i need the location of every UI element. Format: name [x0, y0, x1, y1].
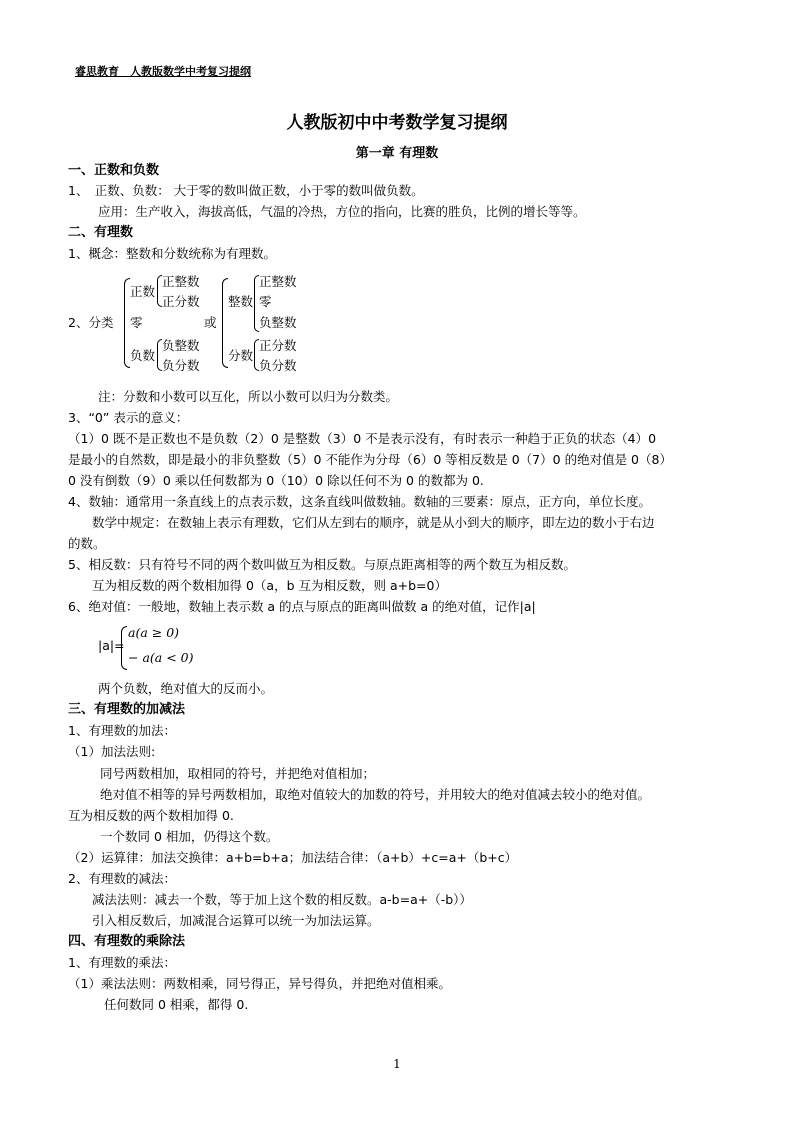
- abs-label: |a|=: [98, 638, 125, 653]
- class-item: 零: [259, 294, 272, 309]
- paragraph-line: 1、 正数、负数： 大于零的数叫做正数，小于零的数叫做负数。: [68, 183, 424, 198]
- class-item: 正分数: [259, 338, 297, 353]
- class-item: 负整数: [162, 338, 200, 353]
- paragraph-line: 0 没有倒数（9）0 乘以任何数都为 0（10）0 除以任何不为 0 的数都为 0.: [68, 473, 484, 488]
- paragraph-line: 3、“0” 表示的意义：: [68, 410, 189, 425]
- class-fraction: 分数: [228, 348, 254, 363]
- paragraph-line: 是最小的自然数，即是最小的非负整数（5）0 不能作为分母（6）0 等相反数是 0（7）0 的绝对值是 0（8）: [68, 452, 672, 467]
- paragraph-line: 减法法则：减去一个数，等于加上这个数的相反数。a-b=a+（-b））: [92, 892, 472, 907]
- paragraph-line: （1）加法法则:: [68, 744, 156, 759]
- section-heading-2: 二、有理数: [68, 225, 134, 240]
- running-header: 睿思教育 人教版数学中考复习提纲: [75, 65, 251, 78]
- section-heading-3: 三、有理数的加减法: [68, 702, 186, 717]
- or-label: 或: [204, 315, 217, 330]
- brace: [121, 626, 127, 670]
- paragraph-line: 同号两数相加，取相同的符号，并把绝对值相加；: [100, 766, 376, 781]
- paragraph-line: 引入相反数后，加减混合运算可以统一为加法运算。: [92, 913, 380, 928]
- paragraph-line: 1、有理数的乘法：: [68, 955, 176, 970]
- classify-label: 2、分类: [68, 315, 114, 330]
- section-heading-4: 四、有理数的乘除法: [68, 934, 186, 949]
- paragraph-line: 一个数同 0 相加，仍得这个数。: [100, 829, 279, 844]
- paragraph-line: 1、有理数的加法：: [68, 723, 176, 738]
- document-title: 人教版初中中考数学复习提纲: [286, 113, 508, 133]
- paragraph-line: 数学中规定：在数轴上表示有理数，它们从左到右的顺序，就是从小到大的顺序，即左边的数小于右边: [92, 515, 655, 530]
- paragraph-line: 1、概念：整数和分数统称为有理数。: [68, 246, 276, 261]
- class-item: 正整数: [259, 274, 297, 289]
- class-item: 负分数: [162, 358, 200, 373]
- paragraph-line: 互为相反数的两个数相加得 0.: [68, 808, 234, 823]
- paragraph-line: 互为相反数的两个数相加得 0（a，b 互为相反数，则 a+b=0）: [92, 578, 447, 593]
- class-item: 负整数: [259, 315, 297, 330]
- paragraph-line: 绝对值不相等的异号两数相加，取绝对值较大的加数的符号，并用较大的绝对值减去较小的绝对值。: [100, 787, 651, 802]
- class-zero: 零: [130, 315, 143, 330]
- paragraph-line: 两个负数，绝对值大的反而小。: [98, 681, 274, 696]
- class-item: 正整数: [162, 274, 200, 289]
- class-negative: 负数: [130, 348, 156, 363]
- paragraph-line: 5、相反数：只有符号不同的两个数叫做互为相反数。与原点距离相等的两个数互为相反数。: [68, 557, 576, 572]
- class-item: 负分数: [259, 358, 297, 373]
- abs-case: a(a ≥ 0): [128, 625, 180, 640]
- class-item: 正分数: [162, 294, 200, 309]
- chapter-title: 第一章 有理数: [355, 146, 439, 161]
- note-line: 注：分数和小数可以互化，所以小数可以归为分数类。: [98, 389, 399, 404]
- paragraph-line: 6、绝对值：一般地，数轴上表示数 a 的点与原点的距离叫做数 a 的绝对值，记作|a|: [68, 599, 536, 614]
- page-number: 1: [393, 1057, 401, 1071]
- paragraph-line: 应用：生产收入，海拔高低，气温的冷热，方位的指向，比赛的胜负，比例的增长等等。: [98, 204, 586, 219]
- paragraph-line: 4、数轴：通常用一条直线上的点表示数，这条直线叫做数轴。数轴的三要素：原点，正方向，单位长度。: [68, 494, 651, 509]
- paragraph-line: （1）乘法法则：两数相乘，同号得正，异号得负，并把绝对值相乘。: [68, 976, 451, 991]
- class-positive: 正数: [130, 284, 156, 299]
- paragraph-line: 任何数同 0 相乘，都得 0.: [104, 997, 249, 1012]
- paragraph-line: 2、有理数的减法：: [68, 871, 176, 886]
- paragraph-line: （1）0 既不是正数也不是负数（2）0 是整数（3）0 不是表示没有，有时表示一种趋于正负的状态（4）0: [68, 431, 657, 446]
- paragraph-line: （2）运算律：加法交换律：a+b=b+a；加法结合律：（a+b）+c=a+（b+c）: [68, 850, 518, 865]
- class-integer: 整数: [228, 294, 254, 309]
- abs-case: − a(a < 0): [128, 650, 194, 665]
- paragraph-line: 的数。: [68, 536, 106, 551]
- section-heading-1: 一、正数和负数: [68, 163, 160, 178]
